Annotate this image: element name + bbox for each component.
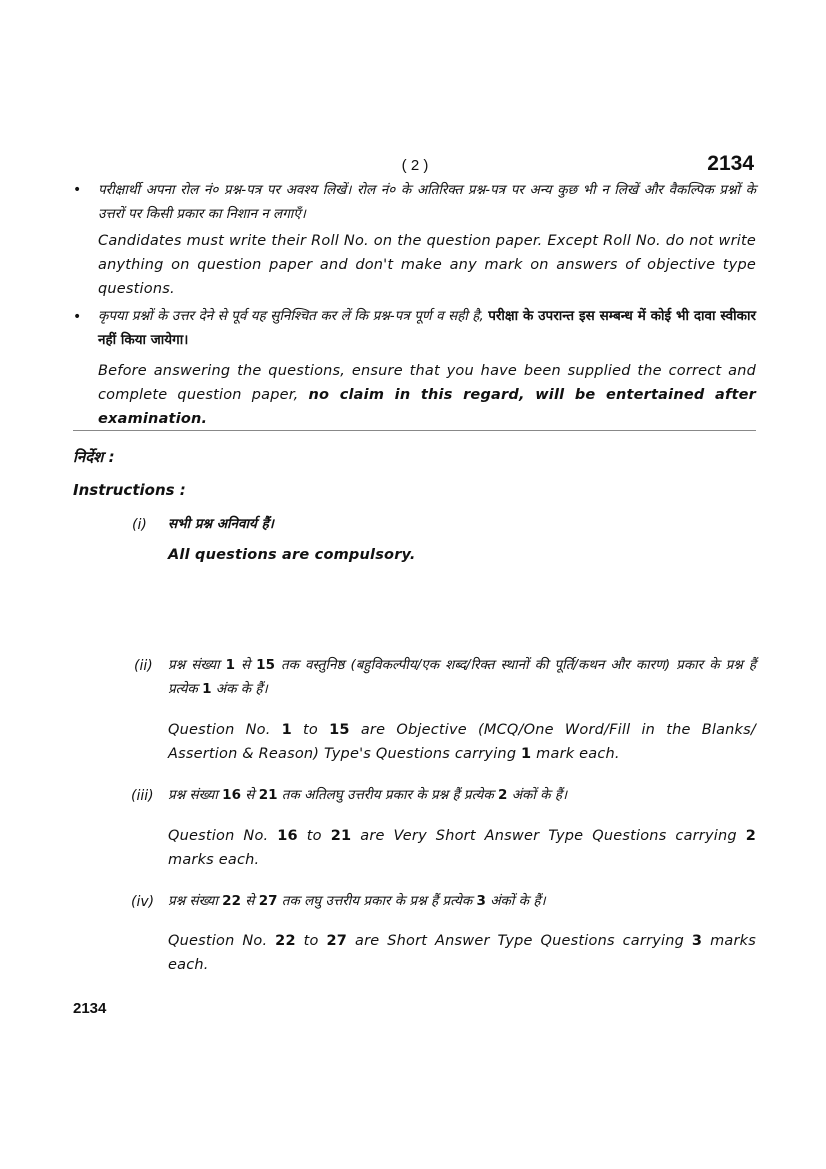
item-2-english — [168, 718, 756, 766]
number: 22 — [275, 933, 296, 949]
divider — [73, 430, 756, 431]
notice-2-english-text: Before answering the questions, ensure that you have been supplied the correct and complete question paper, — [98, 363, 756, 403]
text: तक वस्तुनिष्ठ (बहुविकल्पीय/एक शब्द/रिक्त स्थानों की पूर्ति/कथन और कारण) प्रकार के प्रश्न हैं प्रत्येक — [168, 657, 756, 697]
number: 22 — [222, 893, 241, 909]
text: Question No. — [168, 933, 276, 949]
number: 16 — [277, 828, 298, 844]
text: तक अतिलघु उत्तरीय प्रकार के प्रश्न हैं प्रत्येक — [277, 787, 499, 803]
number: 1 — [281, 722, 292, 738]
number: 27 — [258, 893, 278, 909]
number: 1 — [202, 681, 212, 697]
notice-1-english: Candidates must write their Roll No. on the question paper. Except Roll No. do not write anything on question paper and don't make any mark on answers of objective type questions. — [98, 233, 756, 297]
number: 2 — [498, 787, 508, 803]
item-number: (ii) — [134, 658, 153, 674]
instructions-heading-hindi: निर्देश : — [73, 448, 115, 466]
text: to — [291, 722, 330, 738]
paper-code-footer: 2134 — [73, 1000, 107, 1017]
text: marks each. — [168, 933, 757, 973]
text: प्रश्न संख्या — [168, 893, 223, 909]
text: Question No. — [168, 828, 278, 844]
number: 16 — [222, 787, 241, 803]
text: प्रश्न संख्या — [168, 657, 226, 673]
paper-code-header: 2134 — [707, 152, 754, 175]
bullet: • — [73, 309, 82, 325]
item-number: (iv) — [131, 894, 155, 910]
number: 3 — [691, 933, 703, 949]
item-4-english — [168, 929, 756, 977]
number: 21 — [330, 828, 352, 844]
number: 1 — [225, 657, 236, 673]
text: से — [240, 787, 259, 803]
text: तक लघु उत्तरीय प्रकार के प्रश्न हैं प्रत्येक — [277, 893, 477, 909]
item-2-hindi — [168, 653, 756, 701]
text: अंक के हैं। — [211, 681, 268, 697]
number: 1 — [521, 746, 532, 762]
text: से — [240, 893, 259, 909]
item-3-hindi — [168, 783, 756, 807]
text: प्रश्न संख्या — [168, 787, 223, 803]
number: 3 — [476, 893, 486, 909]
number: 21 — [258, 787, 278, 803]
text: Question No. — [168, 722, 282, 738]
item-4-hindi — [168, 889, 756, 913]
text: mark each. — [531, 746, 620, 762]
instructions-heading-english: Instructions : — [73, 481, 186, 499]
item-1-english: All questions are compulsory. — [168, 547, 416, 563]
text: are Objective (MCQ/One Word/Fill in the Blanks/ Assertion & Reason) Type's Questions carrying — [168, 722, 756, 762]
notice-1-hindi: परीक्षार्थी अपना रोल नं० प्रश्न-पत्र पर अवश्य लिखें। रोल नं० के अतिरिक्त प्रश्न-पत्र पर अन्य कुछ भी न लिखें और वैकल्पिक प्रश्नों के उत्तरों पर किसी प्रकार का निशान न लगाएँ। — [98, 182, 756, 222]
item-number: (i) — [132, 517, 147, 533]
number: 2 — [745, 828, 757, 844]
number: 27 — [326, 933, 348, 949]
text: से — [235, 657, 257, 673]
text: are Short Answer Type Questions carrying — [347, 933, 692, 949]
item-3-english — [168, 824, 756, 872]
notice-2-hindi-bold: परीक्षा के उपरान्त इस सम्बन्ध में कोई भी दावा स्वीकार नहीं किया जायेगा। — [98, 308, 756, 348]
notice-2-english — [98, 359, 756, 431]
text: अंकों के हैं। — [507, 787, 568, 803]
text: to — [295, 933, 327, 949]
notice-2-hindi — [98, 304, 756, 352]
bullet: • — [73, 182, 82, 198]
item-1-hindi: सभी प्रश्न अनिवार्य हैं। — [168, 516, 274, 532]
notice-2-hindi-text: कृपया प्रश्नों के उत्तर देने से पूर्व यह सुनिश्चित कर लें कि प्रश्न-पत्र पूर्ण व सही है, — [98, 308, 489, 324]
page-number: ( 2 ) — [401, 157, 429, 174]
notice-2-english-bold: no claim in this regard, will be entertained after examination. — [98, 387, 756, 427]
text: marks each. — [168, 852, 260, 868]
item-number: (iii) — [131, 788, 154, 804]
number: 15 — [329, 722, 350, 738]
number: 15 — [256, 657, 275, 673]
text: अंकों के हैं। — [485, 893, 546, 909]
text: to — [297, 828, 331, 844]
text: are Very Short Answer Type Questions carrying — [351, 828, 746, 844]
